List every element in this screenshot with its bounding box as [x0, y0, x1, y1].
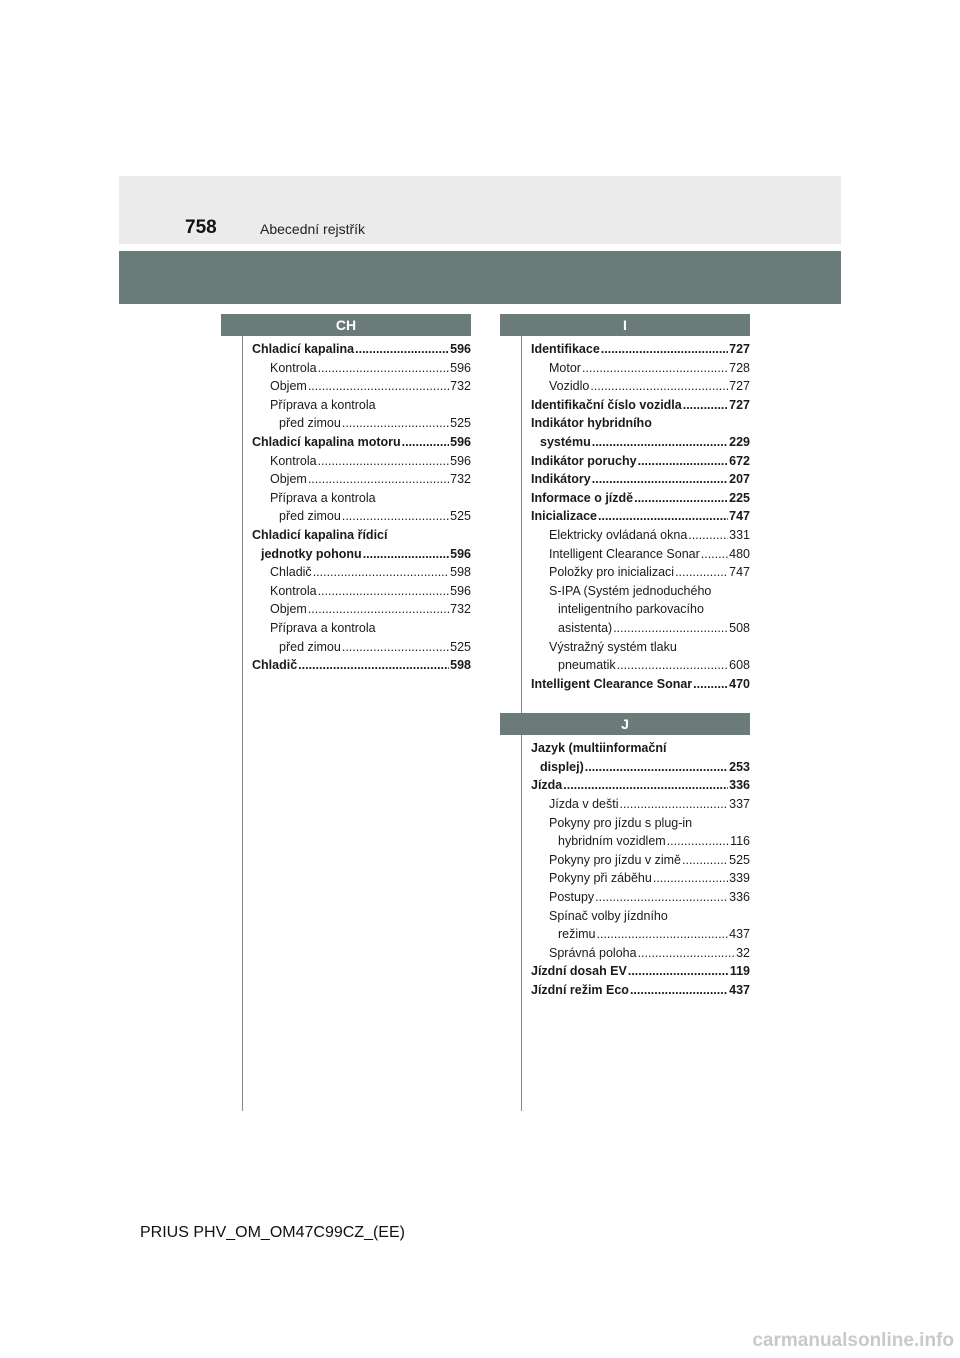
dot-leader: [693, 675, 728, 694]
index-entry: [221, 340, 471, 359]
entry-term: Pokyny pro jízdu v zimě: [549, 852, 681, 867]
entry-term: jednotky pohonu: [261, 546, 362, 561]
index-entry: [500, 414, 750, 433]
index-entry: [500, 526, 750, 545]
index-entry: [221, 507, 471, 526]
entry-term: Objem: [270, 602, 307, 617]
dot-leader: [688, 526, 728, 545]
entry-term: režimu: [558, 927, 596, 942]
index-entry: [221, 600, 471, 619]
index-entries-i: [500, 340, 750, 693]
entry-page-number: 470: [729, 676, 750, 691]
dot-leader: [667, 832, 729, 851]
dot-leader: [585, 758, 728, 777]
watermark: carmanualsonline.info: [752, 1330, 954, 1351]
index-entry: [500, 656, 750, 675]
dot-leader: [601, 340, 728, 359]
index-entry: [500, 907, 750, 926]
index-entry: [500, 359, 750, 378]
entry-page-number: 596: [450, 360, 471, 375]
entry-page-number: 727: [729, 397, 750, 412]
entry-term: Chladič: [270, 565, 312, 580]
entry-page-number: 596: [450, 546, 471, 561]
dot-leader: [638, 452, 729, 471]
index-entry: [500, 962, 750, 981]
entry-page-number: 672: [729, 453, 750, 468]
index-entry: [221, 545, 471, 564]
entry-term: Chladicí kapalina motoru: [252, 434, 401, 449]
entry-term: Položky pro inicializaci: [549, 565, 675, 580]
entry-page-number: 116: [730, 834, 750, 849]
dot-leader: [628, 962, 729, 981]
index-entry: [500, 600, 750, 619]
dot-leader: [563, 776, 728, 795]
entry-term: Kontrola: [270, 583, 317, 598]
entry-term: před zimou: [279, 639, 341, 654]
dot-leader: [308, 600, 449, 619]
entry-term: před zimou: [279, 509, 341, 524]
entry-term: Jízdní režim Eco: [531, 983, 629, 997]
entry-term: pneumatik: [558, 658, 616, 673]
entry-term: Jízda: [531, 778, 563, 793]
document-code: PRIUS PHV_OM_OM47C99CZ_(EE): [140, 1224, 405, 1241]
entry-term: Identifikace: [531, 342, 600, 356]
dot-leader: [595, 888, 728, 907]
entry-term: Motor: [549, 360, 581, 375]
entry-term: Indikátory: [531, 472, 591, 487]
dot-leader: [363, 545, 449, 564]
entry-page-number: 336: [729, 778, 750, 793]
entry-page-number: 747: [729, 509, 750, 524]
entry-page-number: 608: [729, 658, 750, 673]
index-entry: [500, 925, 750, 944]
entry-term: Chladicí kapalina řídicí: [252, 527, 388, 542]
entry-term: displej): [540, 759, 584, 774]
dot-leader: [701, 545, 728, 564]
dot-leader: [318, 452, 450, 471]
entry-term: Informace o jízdě: [531, 490, 634, 505]
dot-leader: [355, 340, 449, 359]
index-entry: [500, 888, 750, 907]
entry-term: hybridním vozidlem: [558, 834, 666, 849]
entry-term: Elektricky ovládaná okna: [549, 527, 688, 542]
entry-term: S-IPA (Systém jednoduchého: [549, 583, 712, 598]
index-entry: [500, 851, 750, 870]
dot-leader: [683, 396, 728, 415]
entry-term: Kontrola: [270, 360, 317, 375]
index-entry: [221, 414, 471, 433]
entry-page-number: 727: [729, 379, 750, 394]
section-title: Abecední rejstřík: [260, 221, 366, 237]
entry-term: před zimou: [279, 416, 341, 431]
entry-term: Vozidlo: [549, 379, 590, 394]
entry-term: Chladicí kapalina: [252, 342, 355, 356]
entry-page-number: 732: [450, 602, 471, 617]
dot-leader: [653, 869, 728, 888]
dot-leader: [675, 563, 728, 582]
letter-heading-ch: CH: [221, 314, 471, 336]
index-entry: [500, 638, 750, 657]
entry-page-number: 598: [450, 565, 471, 580]
index-entry: [500, 489, 750, 508]
index-entry: [221, 396, 471, 415]
index-entry: [500, 944, 750, 963]
entry-term: systému: [540, 434, 591, 449]
entry-page-number: 437: [729, 983, 750, 997]
dot-leader: [598, 507, 728, 526]
entry-page-number: 437: [729, 927, 750, 942]
entry-page-number: 525: [450, 416, 471, 431]
entry-term: Pokyny při záběhu: [549, 871, 652, 886]
index-entry: [221, 377, 471, 396]
index-entry: [500, 981, 750, 1000]
entry-page-number: 225: [729, 490, 750, 505]
index-entry: [500, 869, 750, 888]
entry-page-number: 331: [729, 527, 750, 542]
dot-leader: [342, 507, 449, 526]
dot-leader: [402, 433, 450, 452]
dot-leader: [682, 851, 728, 870]
entry-page-number: 339: [729, 871, 750, 886]
entry-page-number: 480: [729, 546, 750, 561]
index-entry: [221, 433, 471, 452]
dot-leader: [318, 582, 450, 601]
index-entry: [500, 470, 750, 489]
entry-term: Intelligent Clearance Sonar: [531, 676, 693, 691]
entry-page-number: 229: [729, 434, 750, 449]
dot-leader: [592, 470, 728, 489]
index-entry: [500, 396, 750, 415]
entry-term: Správná poloha: [549, 945, 637, 960]
entry-term: Intelligent Clearance Sonar: [549, 546, 700, 561]
index-entry: [500, 776, 750, 795]
index-entry: [221, 619, 471, 638]
entry-term: Příprava a kontrola: [270, 490, 376, 505]
dot-leader: [298, 656, 449, 675]
entry-page-number: 598: [450, 658, 471, 673]
entry-page-number: 596: [450, 453, 471, 468]
entry-term: Indikátor hybridního: [531, 416, 652, 431]
entry-page-number: 336: [729, 890, 750, 905]
index-entry: [500, 832, 750, 851]
entry-page-number: 596: [450, 342, 471, 356]
index-entry: [500, 433, 750, 452]
index-entry: [221, 563, 471, 582]
letter-heading-i: I: [500, 314, 750, 336]
dot-leader: [318, 359, 450, 378]
section-gap: [500, 693, 750, 713]
entry-term: Objem: [270, 379, 307, 394]
index-entry: [500, 795, 750, 814]
dot-leader: [592, 433, 728, 452]
dot-leader: [634, 489, 728, 508]
index-entry: [500, 758, 750, 777]
index-entry: [221, 638, 471, 657]
index-entry: [221, 452, 471, 471]
index-entry: [500, 739, 750, 758]
entry-term: Spínač volby jízdního: [549, 908, 668, 923]
index-entry: [500, 619, 750, 638]
index-entry: [221, 359, 471, 378]
entry-page-number: 525: [450, 639, 471, 654]
dot-leader: [342, 638, 449, 657]
dot-leader: [582, 359, 728, 378]
letter-heading-j: J: [500, 713, 750, 735]
dot-leader: [617, 656, 728, 675]
header-band: [119, 176, 841, 244]
dot-leader: [597, 925, 729, 944]
entry-term: Chladič: [252, 658, 298, 673]
index-entries-j: [500, 739, 750, 999]
dot-leader: [630, 981, 728, 1000]
index-entry: [500, 340, 750, 359]
index-entry: [500, 452, 750, 471]
entry-term: inteligentního parkovacího: [558, 602, 704, 617]
entry-page-number: 119: [729, 964, 750, 979]
entry-term: Identifikační číslo vozidla: [531, 397, 682, 412]
entry-page-number: 32: [736, 945, 750, 960]
dot-leader: [308, 377, 449, 396]
index-entry: [221, 526, 471, 545]
index-entry: [500, 563, 750, 582]
dot-leader: [613, 619, 728, 638]
entry-page-number: 508: [729, 620, 750, 635]
entry-term: Kontrola: [270, 453, 317, 468]
dot-leader: [313, 563, 449, 582]
dot-leader: [638, 944, 736, 963]
entry-page-number: 337: [729, 797, 750, 812]
page-number: 758: [185, 217, 217, 238]
entry-term: Jízda v dešti: [549, 797, 619, 812]
entry-term: asistenta): [558, 620, 613, 635]
index-entry: [500, 814, 750, 833]
index-entry: [500, 507, 750, 526]
index-entry: [500, 582, 750, 601]
entry-page-number: 253: [729, 759, 750, 774]
index-column-right: [500, 314, 750, 1000]
entry-term: Příprava a kontrola: [270, 620, 376, 635]
entry-term: Indikátor poruchy: [531, 453, 637, 468]
dot-leader: [342, 414, 449, 433]
entry-term: Výstražný systém tlaku: [549, 639, 677, 654]
index-entry: [500, 545, 750, 564]
entry-page-number: 728: [729, 360, 750, 375]
index-entry: [500, 377, 750, 396]
entry-page-number: 525: [450, 509, 471, 524]
title-band: [119, 251, 841, 304]
index-entry: [500, 675, 750, 694]
entry-page-number: 207: [729, 472, 750, 487]
entry-page-number: 747: [729, 565, 750, 580]
entry-term: Jazyk (multiinformační: [531, 741, 667, 756]
entry-term: Inicializace: [531, 509, 598, 524]
entry-page-number: 727: [729, 342, 750, 356]
dot-leader: [590, 377, 728, 396]
entry-page-number: 732: [450, 472, 471, 487]
entry-term: Pokyny pro jízdu s plug-in: [549, 815, 693, 830]
index-entry: [221, 656, 471, 675]
index-column-left: [221, 314, 471, 675]
entry-term: Postupy: [549, 890, 595, 905]
index-entry: [221, 582, 471, 601]
index-entry: [221, 489, 471, 508]
entry-page-number: 732: [450, 379, 471, 394]
entry-term: Jízdní dosah EV: [531, 964, 627, 979]
entry-page-number: 596: [450, 583, 471, 598]
index-entry: [221, 470, 471, 489]
dot-leader: [308, 470, 449, 489]
entry-term: Příprava a kontrola: [270, 397, 376, 412]
index-entries-ch: [221, 340, 471, 675]
entry-term: Objem: [270, 472, 307, 487]
entry-page-number: 596: [450, 434, 471, 449]
entry-page-number: 525: [729, 852, 750, 867]
dot-leader: [619, 795, 728, 814]
